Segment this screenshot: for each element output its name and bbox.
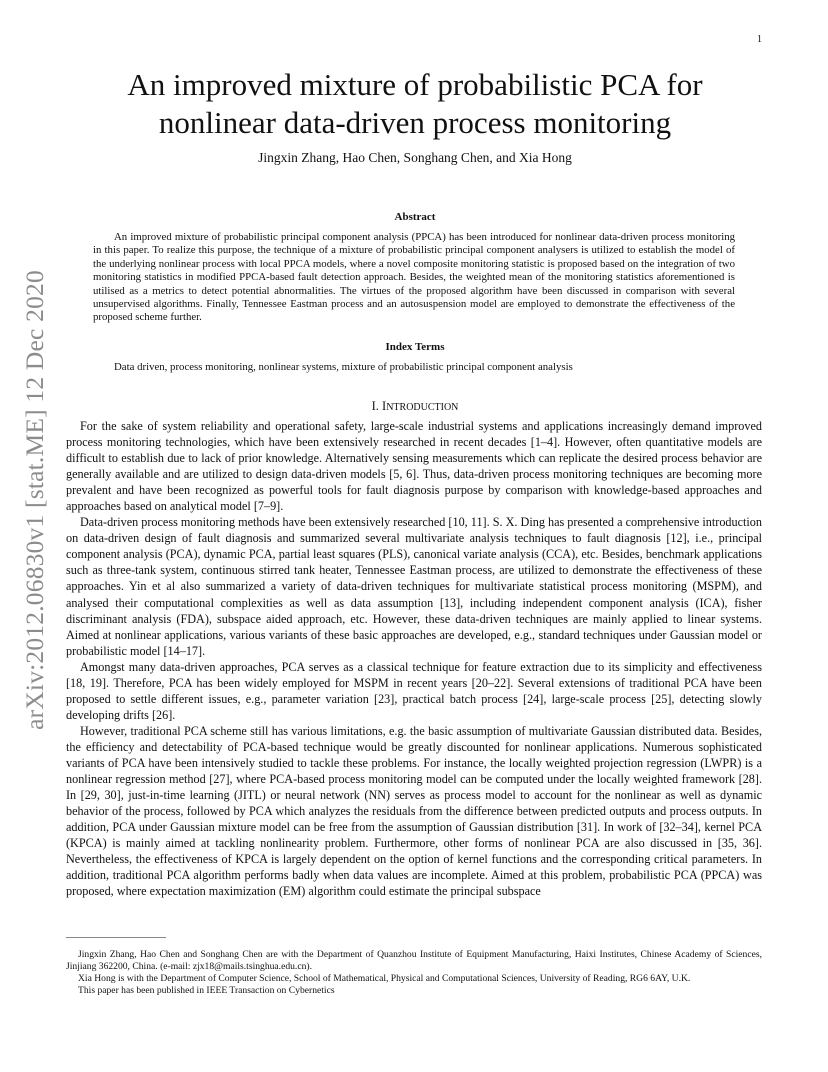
paragraph: Amongst many data-driven approaches, PCA serves as a classical technique for feature extraction due to its simplicity and effectiveness [18, 19]. Therefore, PCA has been widely employed for MSPM in recent years [20–22]. Several extensions of traditional PCA have been proposed to settle different issues, e.g., parameter variation [23], practical batch process [24], large-scale process [25], detecting slowly developing drifts [26].	[66, 659, 762, 722]
title-line-2: nonlinear data-driven process monitoring	[158, 105, 672, 140]
page-number: 1	[757, 34, 762, 45]
abstract-body: An improved mixture of probabilistic principal component analysis (PPCA) has been introduced for nonlinear data-driven process monitoring in this paper. To realize this purpose, the technique of a mixture of probabilistic principal component analysers is utilized to establish the model of the underlying nonlinear process with local PPCA models, where a novel composite monitoring statistic is proposed based on the integration of two monitoring statistics in modified PPCA-based fault detection approach. Besides, the weighted mean of the monitoring statistics aforementioned is utilised as a metrics to detect potential abnormalities. The virtues of the proposed algorithm have been discussed in comparison with several unsupervised algorithms. Finally, Tennessee Eastman process and an autosuspension model are employed to demonstrate the effectiveness of the proposed scheme further.	[93, 231, 735, 324]
abstract-heading: Abstract	[394, 211, 436, 223]
index-terms-heading: Index Terms	[385, 341, 445, 353]
paragraph: Data-driven process monitoring methods have been extensively researched [10, 11]. S. X. Ding has presented a comprehensive introduction on data-driven design of fault diagnosis and summarized several multivariate analysis techniques to fault diagnosis [12], i.e., principal component analysis (PCA), dynamic PCA, partial least squares (PLS), canonical variate analysis (CCA), etc. Besides, benchmark applications such as three-tank system, continuous stirred tank heater, Tennessee Eastman process, are utilized to demonstrate the effectiveness of these approaches. Yin et al also summarized a variety of data-driven techniques for multivariate statistical process monitoring (MSPM), and analysed their computational complexities as well as data assumption [13], including independent component analysis (ICA), fisher discriminant analysis (FDA), subspace aided approach, etc. However, these data-driven techniques are mainly applied to linear systems. Aimed at nonlinear applications, various variants of these basic approaches are developed, e.g., standard techniques under Gaussian model or probabilistic model [14–17].	[66, 515, 762, 658]
section-number: I.	[371, 399, 379, 413]
footnotes	[66, 949, 762, 997]
section-title-first: I	[382, 399, 387, 413]
title-line-1: An improved mixture of probabilistic PCA for	[127, 67, 703, 102]
footnote: Xia Hong is with the Department of Computer Science, School of Mathematical, Physical and Computational Sciences, University of Reading, RG6 6AY, U.K.	[78, 973, 691, 984]
footnote-rule	[66, 937, 166, 938]
arxiv-stamp	[12, 250, 58, 750]
paragraph: For the sake of system reliability and operational safety, large-scale industrial systems and applications increasingly demand improved process monitoring technologies, which have been extensively researched in recent decades [1–4]. However, often quantitative models are difficult to establish due to lack of prior knowledge. Alternatively sensing measurements which can replicate the desired process behavior are generally available and are utilized to design data-driven models [5, 6]. Thus, data-driven process monitoring techniques are becoming more prevalent and have been recognized as powerful tools for fault diagnosis purpose by comparison with knowledge-based approaches and approaches based on analytical model [7–9].	[66, 419, 762, 514]
footnote: This paper has been published in IEEE Transaction on Cybernetics	[78, 985, 335, 996]
introduction-body	[66, 418, 762, 899]
section-heading	[60, 399, 770, 414]
authors: Jingxin Zhang, Hao Chen, Songhang Chen, and Xia Hong	[258, 150, 572, 165]
footnote: Jingxin Zhang, Hao Chen and Songhang Chen are with the Department of Quanzhou Institute of Equipment Manufacturing, Haixi Institutes, Chinese Academy of Sciences, Jinjiang 362200, China. (e-mail: zjx18@mails.tsinghua.edu.cn).	[66, 949, 762, 972]
paragraph: However, traditional PCA scheme still has various limitations, e.g. the basic assumption of multivariate Gaussian distributed data. Besides, the efficiency and detectability of PCA-based technique would be greatly discounted for nonlinear applications. Numerous sophisticated variants of PCA have been intensively studied to tackle these problems. For instance, the locally weighted projection regression (LWPR) is a nonlinear regression method [27], where PCA-based process monitoring model can be computed under the locally weighted framework [28]. In [29, 30], just-in-time learning (JITL) or neural network (NN) serves as process model to account for the nonlinear as well as dynamic behavior of the process, followed by PCA which analyzes the residuals from the difference between predicted outputs and process outputs. In addition, PCA under Gaussian mixture model can be free from the assumption of Gaussian distribution [31]. In work of [32–34], kernel PCA (KPCA) is mainly aimed at tackling nonlinearity problem. Furthermore, other forms of nonlinear PCA are also discussed in [35, 36]. Nevertheless, the effectiveness of KPCA is largely dependent on the option of kernel functions and the corresponding critical parameters. In addition, traditional PCA algorithm performs badly when data values are incomplete. Aimed at this problem, probabilistic PCA (PPCA) was proposed, where expectation maximization (EM) algorithm could estimate the principal subspace	[66, 723, 762, 899]
paper-title	[60, 66, 770, 142]
section-title-rest: NTRODUCTION	[386, 402, 459, 413]
index-terms-body: Data driven, process monitoring, nonlinear systems, mixture of probabilistic principal component analysis	[114, 361, 573, 373]
arxiv-id: arXiv:2012.06830v1 [stat.ME] 12 Dec 2020	[20, 270, 49, 730]
